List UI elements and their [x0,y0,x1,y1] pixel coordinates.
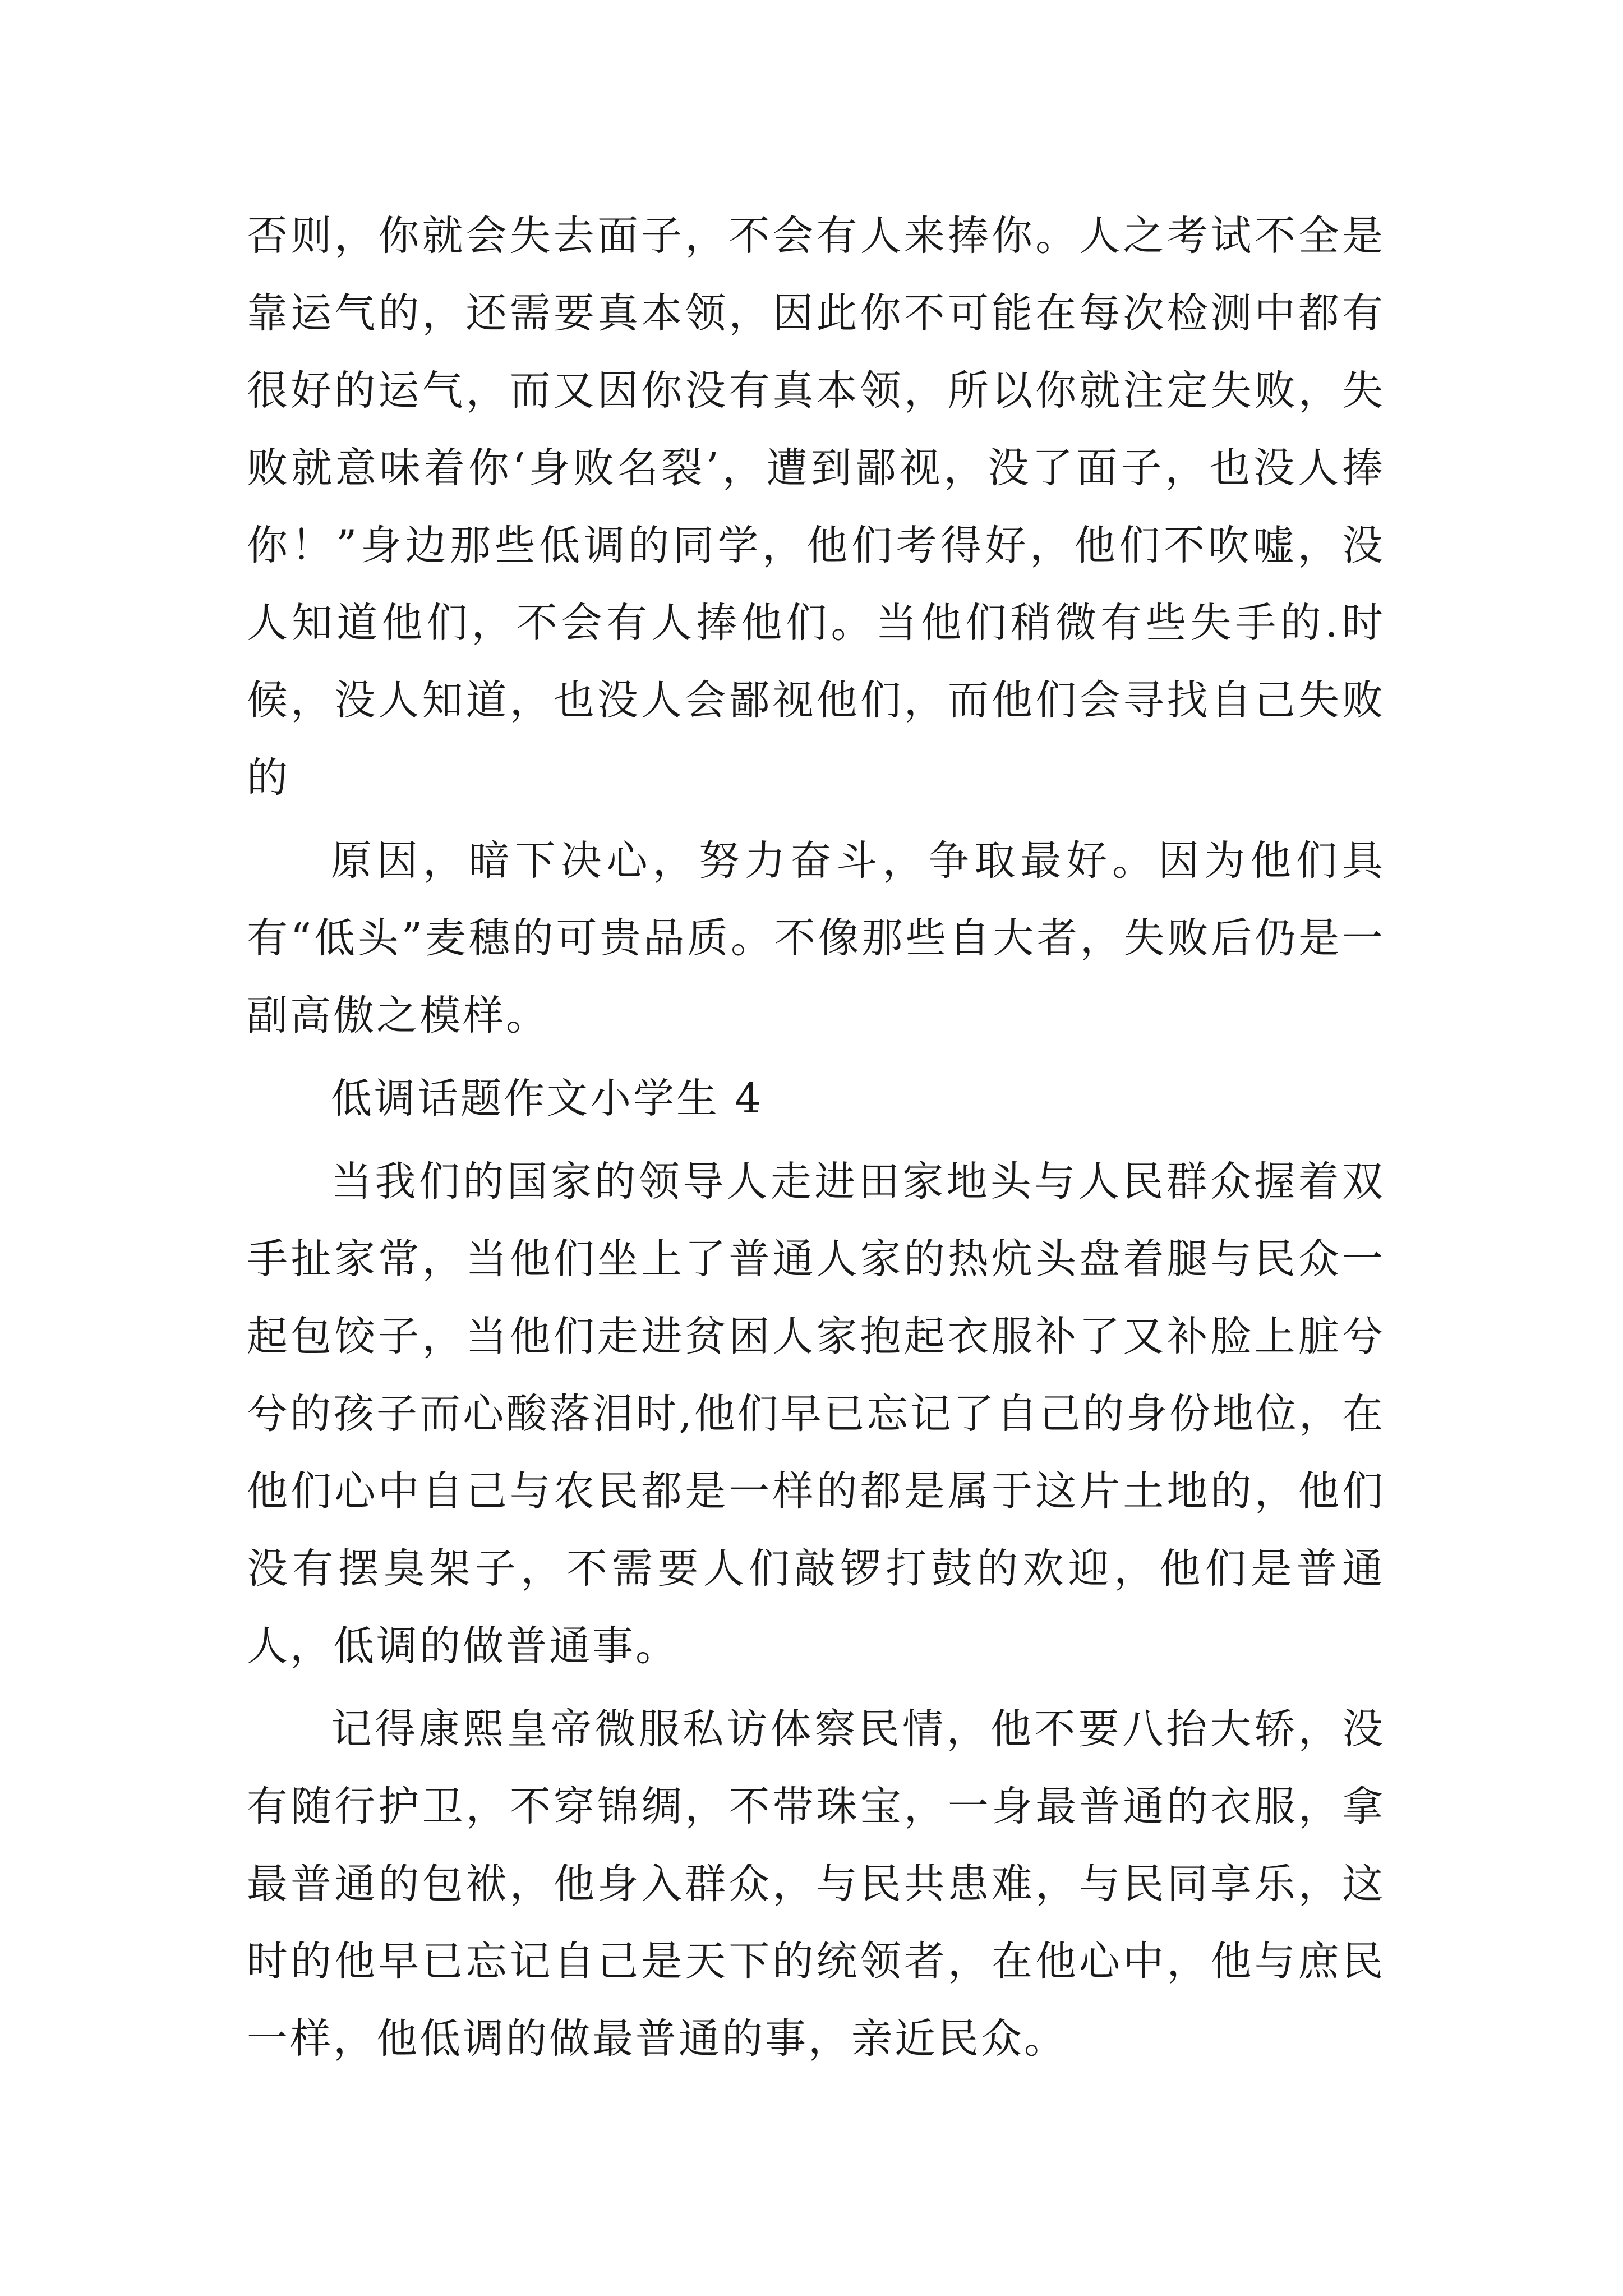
paragraph: 原因，暗下决心，努力奋斗，争取最好。因为他们具有“低头”麦穗的可贵品质。不像那些自大者，失败后仍是一副高傲之模样。 [247,837,1385,1039]
paragraph: 当我们的国家的领导人走进田家地头与人民群众握着双手扯家常，当他们坐上了普通人家的热炕头盘着腿与民众一起包饺子，当他们走进贫困人家抱起衣服补了又补脸上脏兮兮的孩子而心酸落泪时,他们早已忘记了自己的身份地位，在他们心中自己与农民都是一样的都是属于这片土地的，他们没有摆臭架子，不需要人们敲锣打鼓的欢迎，他们是普通人，低调的做普通事。 [247,1158,1385,1670]
paragraph-continued: 否则，你就会失去面子，不会有人来捧你。人之考试不全是靠运气的，还需要真本领，因此你不可能在每次检测中都有很好的运气，而又因你没有真本领，所以你就注定失败，失败就意味着你‘身败名裂’，遭到鄙视，没了面子，也没人捧你！”身边那些低调的同学，他们考得好，他们不吹嘘，没人知道他们，不会有人捧他们。当他们稍微有些失手的.时候，没人知道，也没人会鄙视他们，而他们会寻找自己失败的 [247,212,1385,802]
document-body [247,197,1385,2078]
paragraph: 记得康熙皇帝微服私访体察民情，他不要八抬大轿，没有随行护卫，不穿锦绸，不带珠宝，一身最普通的衣服，拿最普通的包袱，他身入群众，与民共患难，与民同享乐，这时的他早已忘记自己是天下的统领者，在他心中，他与庶民一样，他低调的做最普通的事，亲近民众。 [247,1705,1385,2063]
section-heading: 低调话题作文小学生 4 [331,1075,763,1122]
